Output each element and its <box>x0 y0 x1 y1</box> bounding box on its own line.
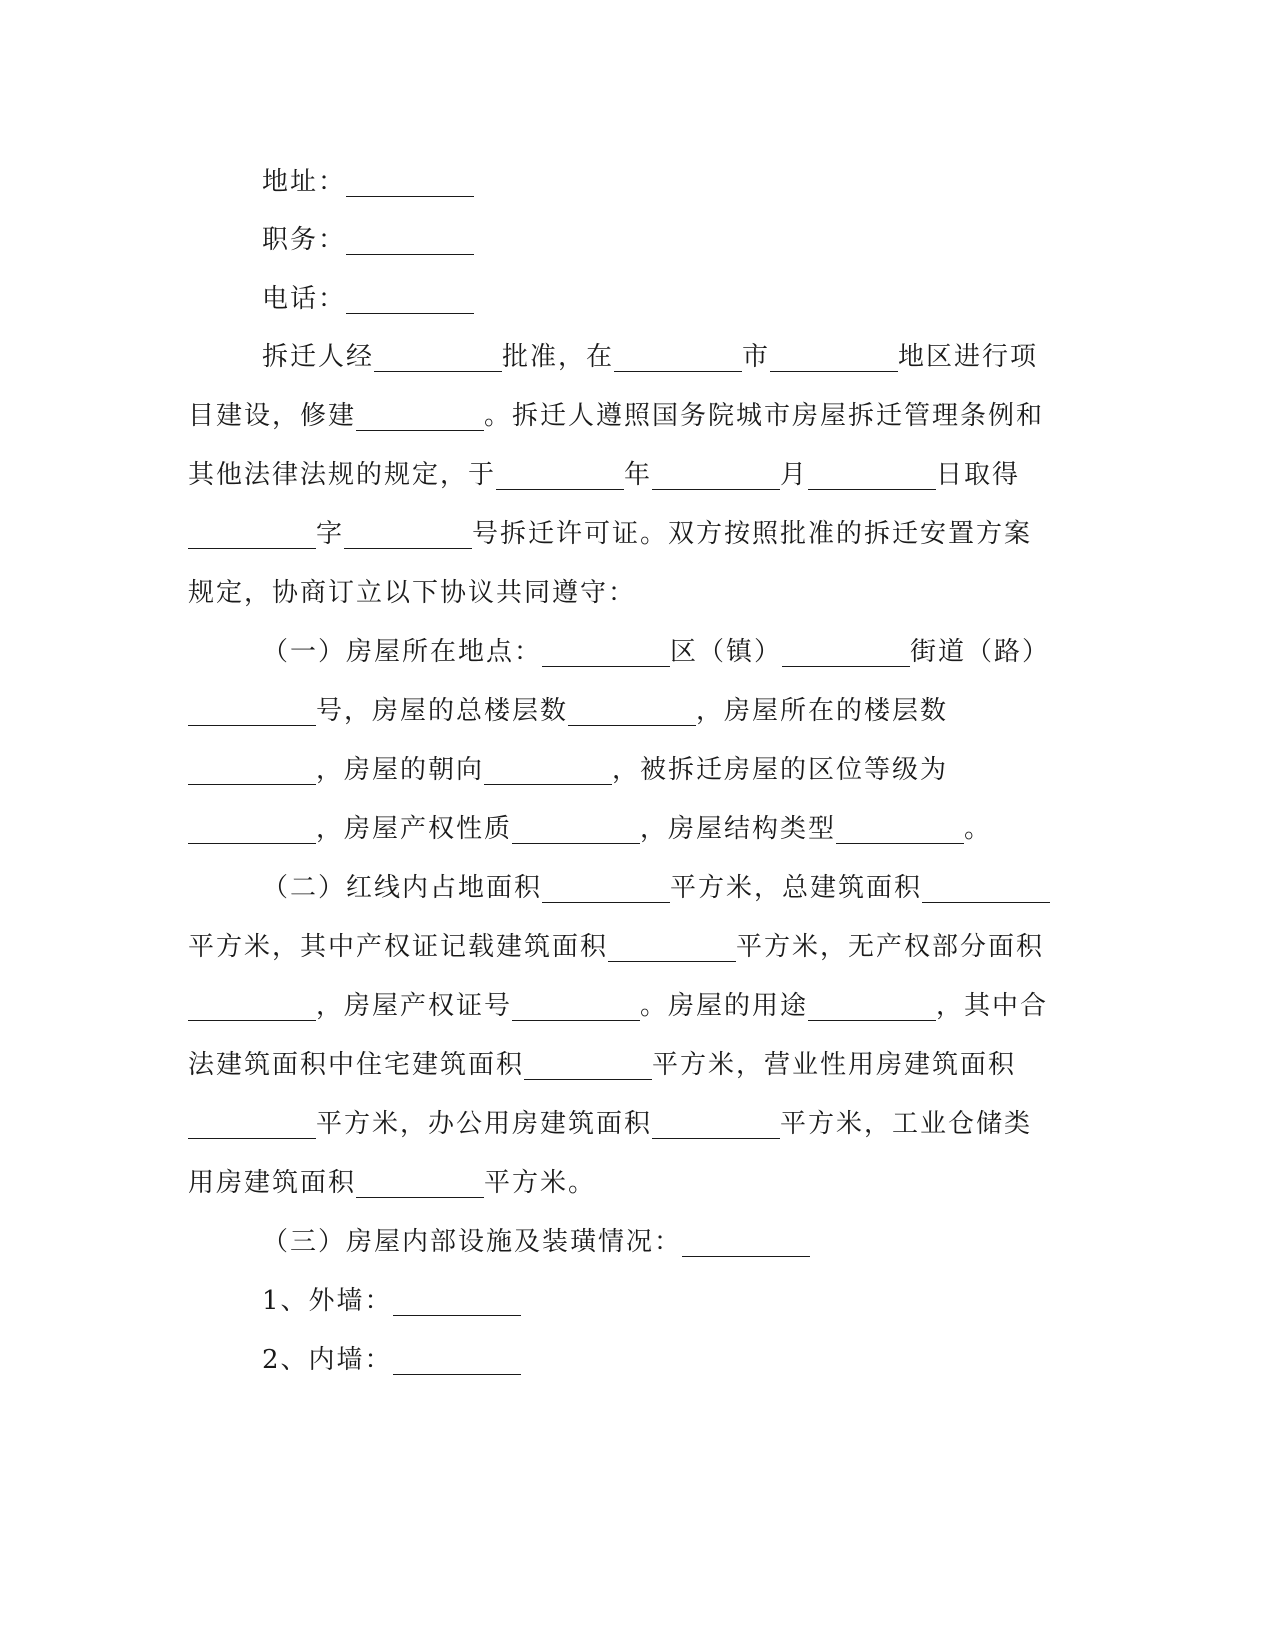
text-segment: 平方米，工业仓储类 <box>780 1109 1033 1139</box>
text-segment: 市 <box>742 342 771 372</box>
street-blank[interactable] <box>782 623 910 681</box>
orientation-blank[interactable] <box>484 741 612 799</box>
text-segment: （一）房屋所在地点： <box>262 637 543 667</box>
month-blank[interactable] <box>652 446 780 504</box>
address-label: 地址： <box>262 167 347 197</box>
text-segment: 平方米，办公用房建筑面积 <box>316 1109 653 1139</box>
text-segment: 平方米，其中产权证记载建筑面积 <box>188 932 609 962</box>
project-blank[interactable] <box>356 387 484 445</box>
text-segment: 平方米，营业性用房建筑面积 <box>652 1050 1017 1080</box>
text-segment: 年 <box>624 460 653 490</box>
position-label: 职务： <box>262 225 347 255</box>
text-segment: ，被拆迁房屋的区位等级为 <box>612 755 949 785</box>
text-segment: 月 <box>780 460 809 490</box>
house-number-blank[interactable] <box>188 682 316 740</box>
position-blank[interactable] <box>346 211 474 269</box>
house-usage-blank[interactable] <box>808 977 936 1035</box>
text-segment: 其他法律法规的规定，于 <box>188 460 497 490</box>
text-segment: （二）红线内占地面积 <box>262 873 543 903</box>
district-town-blank[interactable] <box>542 623 670 681</box>
text-segment: ，其中合 <box>936 991 1049 1021</box>
address-blank[interactable] <box>346 153 474 211</box>
warehouse-area-blank[interactable] <box>356 1154 484 1212</box>
phone-label: 电话： <box>262 284 347 314</box>
day-blank[interactable] <box>808 446 936 504</box>
preamble-line-1 <box>262 328 1038 386</box>
text-segment: 用房建筑面积 <box>188 1168 357 1198</box>
interior-wall-label: 2、内墙： <box>262 1345 393 1375</box>
text-segment: 。拆迁人遵照国务院城市房屋拆迁管理条例和 <box>484 401 1045 431</box>
interior-facilities-blank[interactable] <box>682 1213 810 1271</box>
preamble-line-3 <box>188 446 1020 504</box>
text-segment: 批准，在 <box>502 342 615 372</box>
section-3-line-1 <box>262 1213 810 1271</box>
certified-area-blank[interactable] <box>608 918 736 976</box>
section-2-line-6 <box>188 1154 596 1212</box>
text-segment: 拆迁人经 <box>262 342 375 372</box>
text-segment: 字 <box>316 519 345 549</box>
approval-authority-blank[interactable] <box>374 328 502 386</box>
phone-line <box>262 270 474 328</box>
position-line <box>262 211 474 269</box>
permit-prefix-blank[interactable] <box>188 505 316 563</box>
text-segment: 目建设，修建 <box>188 401 357 431</box>
section-2-line-5 <box>188 1095 1032 1153</box>
text-segment: ，房屋产权性质 <box>316 814 513 844</box>
city-blank[interactable] <box>614 328 742 386</box>
exterior-wall-line <box>262 1272 521 1330</box>
text-segment: 平方米，总建筑面积 <box>670 873 923 903</box>
section-1-line-4 <box>188 800 992 858</box>
district-blank[interactable] <box>770 328 898 386</box>
land-area-blank[interactable] <box>542 859 670 917</box>
exterior-wall-label: 1、外墙： <box>262 1286 393 1316</box>
section-2-line-4 <box>188 1036 1016 1094</box>
certificate-number-blank[interactable] <box>512 977 640 1035</box>
text-segment: ，房屋产权证号 <box>316 991 513 1021</box>
total-floors-blank[interactable] <box>568 682 696 740</box>
text-segment: （三）房屋内部设施及装璜情况： <box>262 1227 683 1257</box>
interior-wall-blank[interactable] <box>393 1331 521 1389</box>
property-nature-blank[interactable] <box>512 800 640 858</box>
preamble-line-4 <box>188 505 1032 563</box>
preamble-line-2 <box>188 387 1044 445</box>
text-segment: ，房屋所在的楼层数 <box>696 696 949 726</box>
text-segment: 。房屋的用途 <box>640 991 809 1021</box>
section-2-line-3 <box>188 977 1048 1035</box>
year-blank[interactable] <box>496 446 624 504</box>
section-2-line-1 <box>262 859 1050 917</box>
text-segment: ，房屋的朝向 <box>316 755 485 785</box>
residential-area-blank[interactable] <box>524 1036 652 1094</box>
total-building-area-blank[interactable] <box>922 859 1050 917</box>
text-segment: ，房屋结构类型 <box>640 814 837 844</box>
text-segment: 街道（路） <box>910 637 1051 667</box>
interior-wall-line <box>262 1331 521 1389</box>
permit-number-blank[interactable] <box>344 505 472 563</box>
office-area-blank[interactable] <box>652 1095 780 1153</box>
uncertified-area-blank[interactable] <box>188 977 316 1035</box>
phone-blank[interactable] <box>346 270 474 328</box>
structure-type-blank[interactable] <box>836 800 964 858</box>
text-segment: 法建筑面积中住宅建筑面积 <box>188 1050 525 1080</box>
exterior-wall-blank[interactable] <box>393 1272 521 1330</box>
text-segment: 地区进行项 <box>898 342 1039 372</box>
preamble-line-5 <box>188 564 636 622</box>
section-1-line-3 <box>188 741 948 799</box>
text-segment: 平方米，无产权部分面积 <box>736 932 1045 962</box>
commercial-area-blank[interactable] <box>188 1095 316 1153</box>
text-segment: 号拆迁许可证。双方按照批准的拆迁安置方案 <box>472 519 1033 549</box>
location-grade-blank[interactable] <box>188 800 316 858</box>
floor-number-blank[interactable] <box>188 741 316 799</box>
text-segment: 区（镇） <box>670 637 783 667</box>
text-segment: 日取得 <box>936 460 1021 490</box>
text-segment: 规定，协商订立以下协议共同遵守： <box>188 578 637 608</box>
text-segment: 。 <box>964 814 993 844</box>
text-segment: 平方米。 <box>484 1168 597 1198</box>
section-1-line-2 <box>188 682 948 740</box>
address-line <box>262 153 474 211</box>
text-segment: 号，房屋的总楼层数 <box>316 696 569 726</box>
section-1-line-1 <box>262 623 1050 681</box>
section-2-line-2 <box>188 918 1044 976</box>
